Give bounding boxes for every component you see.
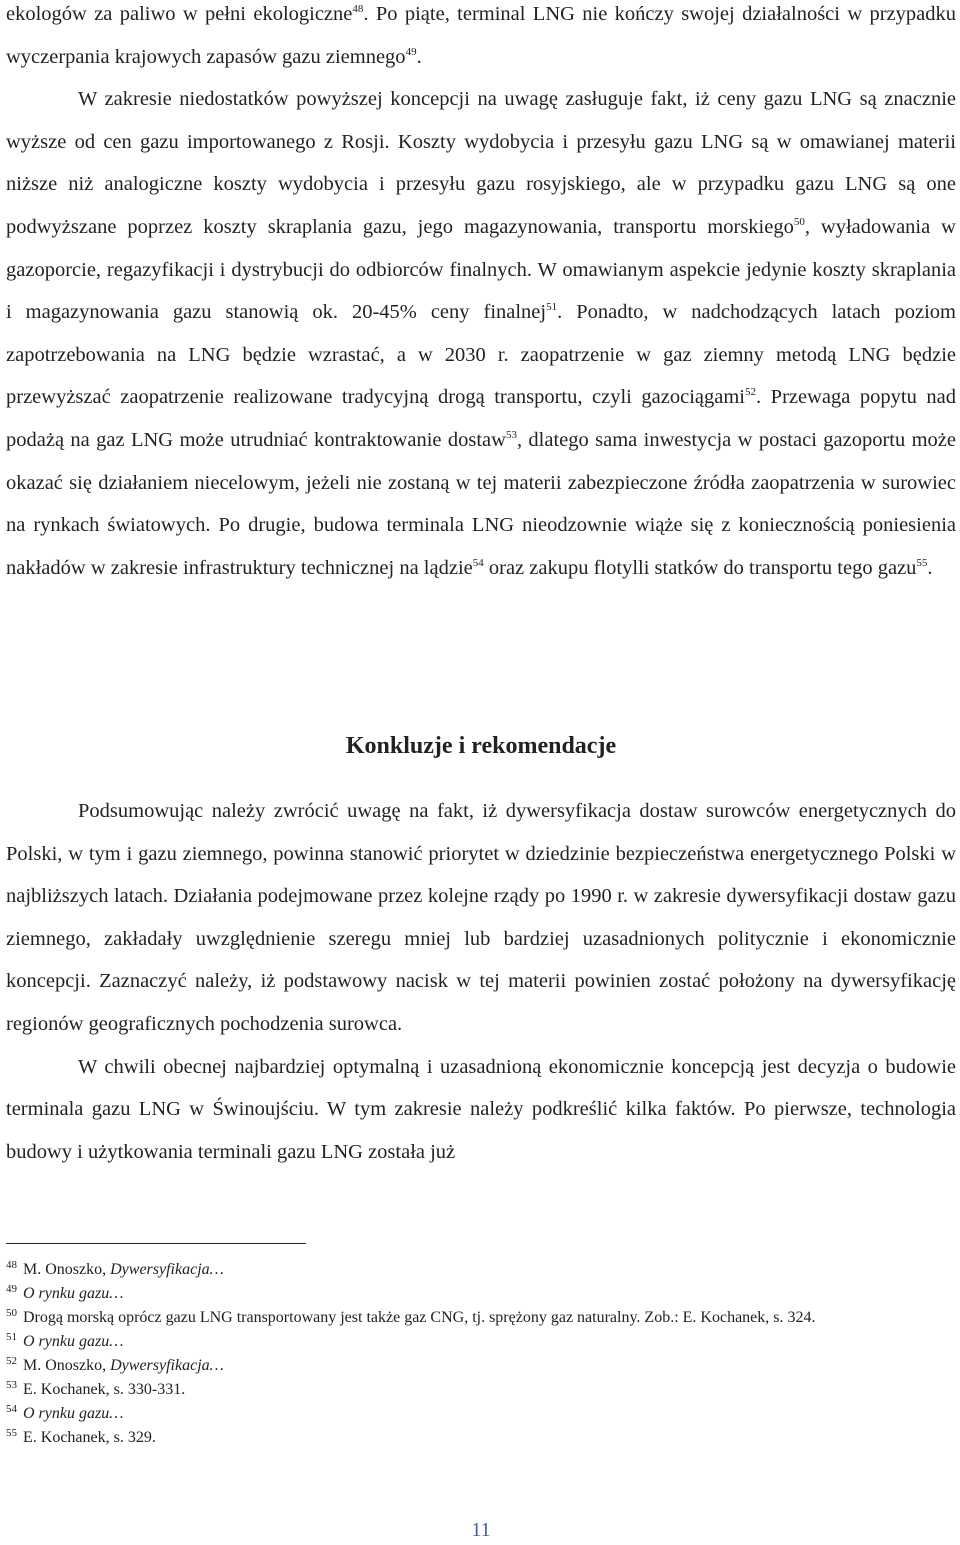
footnote-title: O rynku gazu… <box>23 1405 124 1422</box>
footnote-text: M. Onoszko, <box>23 1357 111 1374</box>
footnote-ref-53[interactable]: 53 <box>505 429 517 442</box>
footnote-text: Drogą morską oprócz gazu LNG transportowany jest także gaz CNG, tj. sprężony gaz naturalny. Zob.: E. Kochanek, s. 324. <box>23 1309 816 1326</box>
footnote-text: E. Kochanek, s. 330-331. <box>23 1381 186 1398</box>
page-number: 11 <box>471 1519 491 1541</box>
footnote-title: Dywersyfikacja… <box>110 1357 224 1374</box>
footnote-number: 53 <box>6 1378 17 1391</box>
footnote-ref-49[interactable]: 49 <box>405 45 417 58</box>
footnote-text: M. Onoszko, <box>23 1261 111 1278</box>
text-run: oraz zakupu flotylli statków do transportu tego gazu <box>483 556 917 579</box>
footnote-48 <box>6 1258 956 1282</box>
text-run: . <box>416 45 422 68</box>
footnote-ref-48[interactable]: 48 <box>352 3 364 16</box>
paragraph-3: Podsumowując należy zwrócić uwagę na fakt, iż dywersyfikacja dostaw surowców energetycznych do Polski, w tym i gazu ziemnego, powinna stanowić priorytet w dziedzinie bezpieczeństwa energetycznego Polski w najbliższych latach. Działania podejmowane przez kolejne rządy po 1990 r. w zakresie dywersyfikacji dostaw gazu ziemnego, zakładały uwzględnienie szeregu mniej lub bardziej uzasadnionych politycznie i ekonomicznie koncepcji. Zaznaczyć należy, iż podstawowy nacisk w tej materii powinien zostać położony na dywersyfikację regionów geograficznych pochodzenia surowca. <box>6 800 956 1035</box>
footnote-title: Dywersyfikacja… <box>110 1261 224 1278</box>
footnote-number: 50 <box>6 1306 17 1319</box>
text-run: ekologów za paliwo w pełni ekologiczne <box>6 3 353 25</box>
text-run: . Ponadto, w nadchodzących latach poziom zapotrzebowania na LNG będzie wzrastać, a w 2030 r. zaopatrzenie w gaz ziemny metodą LNG będzie przewyższać zaopatrzenie realizowane tradycyjną drogą transportu, czyli gazociągami <box>6 301 956 409</box>
footnote-text: E. Kochanek, s. 329. <box>23 1429 156 1446</box>
footnote-number: 52 <box>6 1354 17 1367</box>
footnote-ref-51[interactable]: 51 <box>546 301 558 314</box>
text-run: . Przewaga popytu nad podażą na gaz LNG może utrudniać kontraktowanie dostaw <box>6 386 956 451</box>
paragraph-2 <box>6 78 956 589</box>
footnote-number: 54 <box>6 1402 17 1415</box>
footnote-53 <box>6 1378 956 1402</box>
paragraph-4: W chwili obecnej najbardziej optymalną i uzasadnioną ekonomicznie koncepcją jest decyzja o budowie terminala gazu LNG w Świnoujściu. W tym zakresie należy podkreślić kilka faktów. Po pierwsze, technologia budowy i użytkowania terminali gazu LNG została już <box>6 1055 956 1163</box>
conclusions-text-block <box>6 790 956 1173</box>
footnote-54 <box>6 1402 956 1426</box>
footnote-ref-52[interactable]: 52 <box>745 386 756 399</box>
footnote-separator <box>6 1243 306 1244</box>
footnote-49 <box>6 1282 956 1306</box>
footnote-number: 55 <box>6 1426 17 1439</box>
footnote-title: O rynku gazu… <box>23 1333 124 1350</box>
footnote-title: O rynku gazu… <box>23 1285 124 1302</box>
paragraph-1 <box>6 0 956 78</box>
footnote-ref-55[interactable]: 55 <box>916 556 928 569</box>
footnote-52 <box>6 1354 956 1378</box>
text-run: W zakresie niedostatków powyższej koncepcji na uwagę zasługuje fakt, iż ceny gazu LNG są znacznie wyższe od cen gazu importowanego z Rosji. Koszty wydobycia i przesyłu gazu LNG są w omawianej materii niższe niż analogiczne koszty wydobycia i przesyłu gazu rosyjskiego, ale w przypadku gazu LNG są one podwyższane poprzez koszty skraplania gazu, jego magazynowania, transportu morskiego <box>6 88 956 238</box>
footnote-ref-54[interactable]: 54 <box>472 556 484 569</box>
document-page <box>6 0 956 1545</box>
section-heading: Konkluzje i rekomendacje <box>345 733 617 759</box>
text-run: , wyładowania w gazoporcie, regazyfikacji i dystrybucji do odbiorców finalnych. W omawianym aspekcie jedynie koszty skraplania i magazynowania gazu stanowią ok. 20-45% ceny finalnej <box>6 215 956 324</box>
footnote-number: 49 <box>6 1282 17 1295</box>
text-run: , dlatego sama inwestycja w postaci gazoportu może okazać się działaniem niecelowym, jeżeli nie zostaną w tej materii zabezpieczone źródła zaopatrzenia w surowiec na rynkach światowych. Po drugie, budowa terminala LNG nieodzownie wiąże się z koniecznością poniesienia nakładów w zakresie infrastruktury technicznej na lądzie <box>6 428 956 579</box>
footnote-number: 51 <box>6 1330 17 1343</box>
footnote-50 <box>6 1306 956 1330</box>
footnote-51 <box>6 1330 956 1354</box>
footnote-ref-50[interactable]: 50 <box>793 216 805 229</box>
text-run: . <box>927 556 933 579</box>
top-text-block <box>6 0 956 589</box>
footnote-55 <box>6 1426 956 1450</box>
text-run: . Po piąte, terminal LNG nie kończy swojej działalności w przypadku wyczerpania krajowych zapasów gazu ziemnego <box>6 3 956 68</box>
footnotes <box>6 1258 956 1450</box>
footnote-number: 48 <box>6 1258 17 1271</box>
